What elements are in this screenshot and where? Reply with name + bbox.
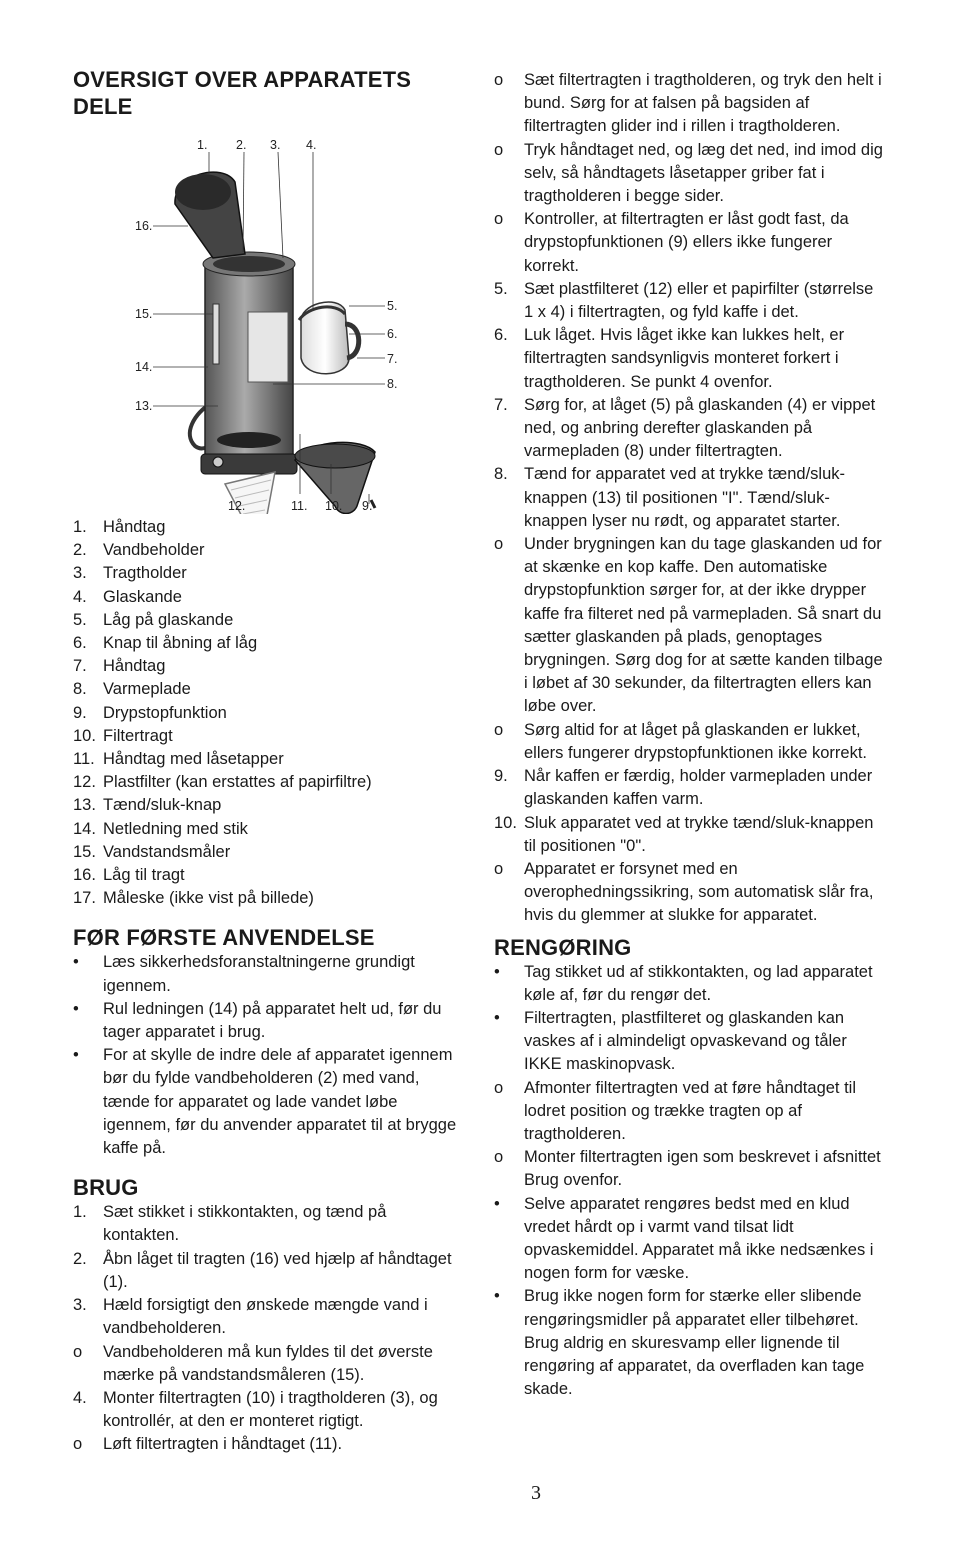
list-item: 11. Håndtag med låsetapper [73,750,284,769]
list-item: • Filtertragten, plastfilteret og glaskanden kan vaskes af i almindeligt opvaskevand og tåler IKKE maskinopvask. [494,1008,847,1074]
first-use-heading: FØR FØRSTE ANVENDELSE [73,925,375,951]
list-item: 3. Tragtholder [73,564,187,583]
list-item: 6. Luk låget. Hvis låget ikke kan lukkes helt, er filtertragten sandsynligvis monteret forkert i tragtholderen. Se punkt 4 ovenfor. [494,326,845,391]
fig-label-4: 4. [306,138,317,152]
list-item: • Læs sikkerhedsforanstaltningerne grundigt igennem. [73,953,415,995]
list-item: 2. Vandbeholder [73,541,205,560]
list-item: o Under brygningen kan du tage glaskanden ud for at skænke en kop kaffe. Den automatiske drypstopfunktion sørger for, at der ikke drypper kaffe fra filteret ned på varmepladen. Så snart du sætter glaskanden på plads, genoptages brygningen. Sørg dog for at sætte kanden tilbage i løbet af 30 sekunder, da filtertragten ellers kan løbe over. [494,535,883,716]
use-heading: BRUG [73,1175,139,1201]
use-list [73,1201,463,1456]
list-item: • Brug ikke nogen form for stærke eller slibende rengøringsmidler på apparatet eller tilbehøret. Brug aldrig en skuresvamp eller lignende til rengøring af apparatet, da overfladen kan tage skade. [494,1287,865,1399]
overview-heading: OVERSIGT OVER APPARATETS DELE [73,67,412,119]
list-item: • For at skylle de indre dele af apparatet igennem bør du fylde vandbeholderen (2) med vand, tænde for apparatet og lade vandet løbe igennem, før du anvender apparatet til at brygge kaffe på. [73,1046,457,1158]
water-gauge [213,304,219,364]
list-item: 17. Måleske (ikke vist på billede) [73,889,314,908]
fig-label-3: 3. [270,138,281,152]
first-use-list [73,951,463,1160]
list-item: o Afmonter filtertragten ved at føre håndtaget til lodret position og trække tragten op af tragtholderen. [494,1078,857,1143]
fig-label-12: 12. [228,499,246,513]
fig-label-16: 16. [135,219,153,233]
coffee-maker-diagram [73,134,463,514]
list-item: 7. Sørg for, at låget (5) på glaskanden (4) er vippet ned, og anbring derefter glaskanden på varmepladen (8) under filtertragten. [494,395,876,461]
list-item: • Tag stikket ud af stikkontakten, og lad apparatet køle af, før du rengør det. [494,962,873,1004]
left-column [73,66,463,1457]
list-item: o Monter filtertragten igen som beskrevet i afsnittet Brug ovenfor. [494,1148,881,1190]
list-item: 10. Filtertragt [73,726,173,745]
list-item: 16. Låg til tragt [73,866,185,885]
list-item: 1. Sæt stikket i stikkontakten, og tænd på kontakten. [73,1203,387,1245]
fig-label-8: 8. [387,377,398,391]
list-item: 9. Når kaffen er færdig, holder varmepladen under glaskanden kaffen varm. [494,767,873,809]
list-item: 14. Netledning med stik [73,819,248,838]
list-item: o Vandbeholderen må kun fyldes til det øverste mærke på vandstandsmåleren (15). [73,1342,433,1384]
list-item: 2. Åbn låget til tragten (16) ved hjælp af håndtaget (1). [73,1249,452,1291]
fig-label-7: 7. [387,352,398,366]
list-item: 6. Knap til åbning af låg [73,634,258,653]
fig-label-15: 15. [135,307,153,321]
fig-label-11: 11. [291,499,308,513]
window-panel [248,312,288,382]
list-item: 15. Vandstandsmåler [73,842,231,861]
fig-label-13: 13. [135,399,153,413]
fig-label-1: 1. [197,138,208,152]
coffee-maker-illustration [73,134,463,514]
list-item: 4. Glaskande [73,587,182,606]
list-item: o Apparatet er forsynet med en overophedningssikring, som automatisk slår fra, hvis du glemmer at slukke for apparatet. [494,859,874,925]
list-item: o Løft filtertragten i håndtaget (11). [73,1435,343,1454]
list-item: • Rul ledningen (14) på apparatet helt ud, før du tager apparatet i brug. [73,999,442,1042]
right-column [494,69,886,1401]
fig-label-6: 6. [387,327,398,341]
list-item: 3. Hæld forsigtigt den ønskede mængde vand i vandbeholderen. [73,1296,428,1338]
list-item: 9. Drypstopfunktion [73,703,227,722]
list-item: 7. Håndtag [73,657,166,676]
list-item: o Sørg altid for at låget på glaskanden er lukket, ellers fungerer drypstopfunktionen ikke korrekt. [494,720,868,762]
use-list-continued [494,69,886,928]
fig-label-14: 14. [135,360,153,374]
list-item: 8. Tænd for apparatet ved at trykke tænd/sluk-knappen (13) til positionen "I". Tænd/sluk-knappen lyser nu rødt, og apparatet starter. [494,465,845,530]
page-number: 3 [531,1482,541,1504]
list-item: o Tryk håndtaget ned, og læg det ned, ind imod dig selv, så håndtagets låsetapper griber fat i tragtholderen i begge sider. [494,140,883,206]
power-button [213,457,223,467]
list-item: o Kontroller, at filtertragten er låst godt fast, da drypstopfunktionen (9) ellers ikke fungerer korrekt. [494,210,849,275]
list-item: 5. Sæt plastfilteret (12) eller et papirfilter (størrelse 1 x 4) i filtertragten, og fyld kaffe i det. [494,279,874,322]
fig-label-5: 5. [387,299,398,313]
list-item: 4. Monter filtertragten (10) i tragtholderen (3), og kontrollér, at den er monteret rigtigt. [73,1388,438,1431]
fig-label-9: 9. [362,499,373,513]
list-item: 5. Låg på glaskande [73,610,234,629]
list-item: 1. Håndtag [73,518,166,536]
list-item: 8. Varmeplade [73,680,191,699]
list-item: • Selve apparatet rengøres bedst med en klud vredet hårdt op i varmt vand tilsat lidt opvaskemiddel. Apparatet må ikke nedsænkes i nogen form for væske. [494,1194,874,1283]
list-item: o Sæt filtertragten i tragtholderen, og tryk den helt i bund. Sørg for at falsen på bagsiden af filtertragten glider ind i rillen i tragtholderen. [494,71,882,136]
parts-list [73,516,463,910]
list-item: 10. Sluk apparatet ved at trykke tænd/sluk-knappen til positionen "0". [494,813,874,855]
fig-label-10: 10. [325,499,343,513]
cleaning-list [494,961,886,1402]
cleaning-heading: RENGØRING [494,934,632,960]
fig-label-2: 2. [236,138,247,152]
list-item: 12. Plastfilter (kan erstattes af papirfiltre) [73,773,372,792]
list-item: 13. Tænd/sluk-knap [73,796,222,815]
